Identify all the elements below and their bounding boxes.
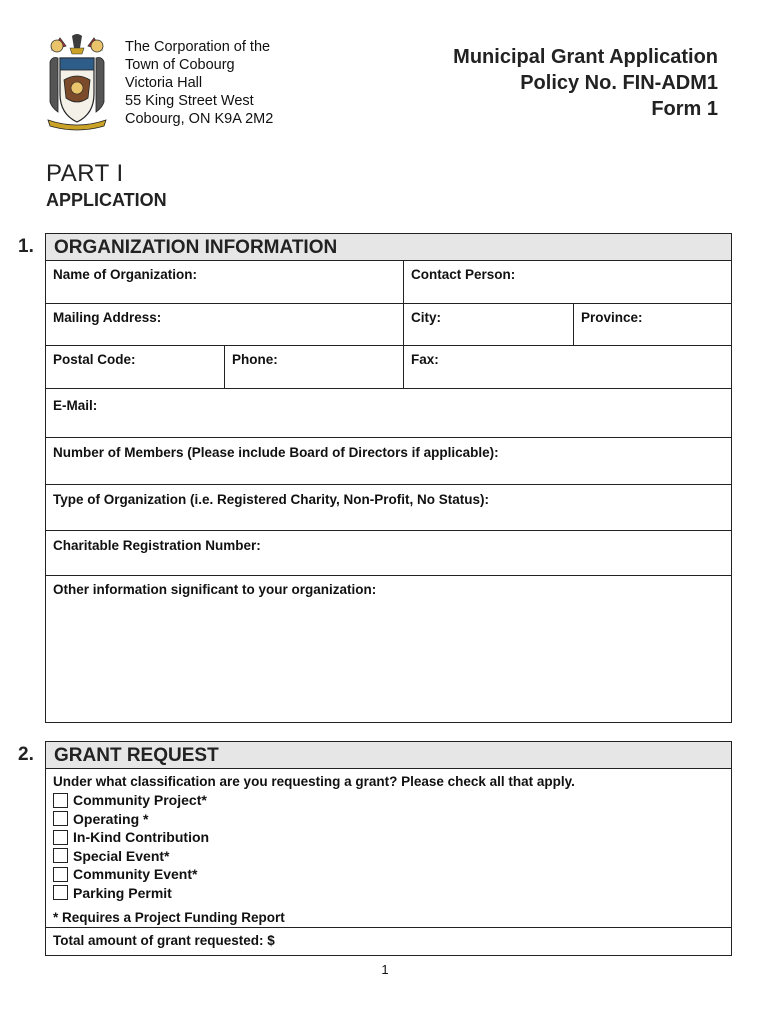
province-field[interactable]: Province: (573, 304, 731, 345)
section-1-title: ORGANIZATION INFORMATION (46, 234, 731, 261)
section-1-number: 1. (18, 236, 34, 257)
form-row (46, 928, 731, 957)
classification-block (46, 769, 731, 928)
checkbox-option[interactable] (46, 810, 731, 829)
section-2-number: 2. (18, 744, 34, 765)
fax-field[interactable]: Fax: (403, 346, 731, 388)
checkbox-option[interactable] (46, 847, 731, 866)
application-heading: APPLICATION (46, 190, 167, 210)
total-grant-amount-field[interactable]: Total amount of grant requested: $ (53, 933, 275, 948)
form-number: Form 1 (651, 98, 718, 120)
funding-report-footnote: * Requires a Project Funding Report (53, 910, 285, 925)
town-crest-logo (44, 32, 110, 132)
address-line: Town of Cobourg (125, 57, 235, 73)
checkbox-label: Parking Permit (73, 884, 172, 901)
organization-info-section (45, 233, 732, 723)
checkbox-label: Community Event* (73, 866, 198, 883)
form-row (46, 438, 731, 485)
form-row (46, 576, 731, 728)
checkbox-option[interactable] (46, 884, 731, 903)
checkbox[interactable] (53, 830, 68, 845)
charitable-registration-field[interactable]: Charitable Registration Number: (53, 538, 261, 553)
checkbox-option[interactable] (46, 828, 731, 847)
phone-field[interactable]: Phone: (224, 346, 403, 388)
part-heading: PART I (46, 160, 124, 187)
mailing-address-field[interactable]: Mailing Address: (53, 310, 162, 325)
form-row (46, 304, 731, 346)
checkbox-option[interactable] (46, 865, 731, 884)
checkbox-label: In-Kind Contribution (73, 829, 210, 846)
organization-address (125, 38, 273, 128)
contact-person-field[interactable]: Contact Person: (403, 261, 731, 303)
form-row (46, 485, 731, 531)
form-title: Municipal Grant Application (453, 46, 718, 68)
address-line: Victoria Hall (125, 75, 203, 91)
postal-code-field[interactable]: Postal Code: (53, 352, 136, 367)
checkbox[interactable] (53, 793, 68, 808)
city-field[interactable]: City: (403, 304, 573, 345)
form-title-block (453, 44, 718, 122)
checkbox-label: Operating * (73, 810, 149, 827)
checkbox[interactable] (53, 885, 68, 900)
address-line: 55 King Street West (125, 93, 254, 109)
form-row (46, 346, 731, 389)
checkbox[interactable] (53, 811, 68, 826)
classification-question: Under what classification are you requesting a grant? Please check all that apply. (53, 774, 575, 789)
checkbox-label: Community Project* (73, 792, 207, 809)
address-line: Cobourg, ON K9A 2M2 (125, 111, 274, 127)
grant-request-section (45, 741, 732, 956)
organization-name-field[interactable]: Name of Organization: (53, 267, 198, 282)
form-row (46, 261, 731, 304)
other-information-field[interactable]: Other information significant to your organization: (53, 582, 377, 597)
checkbox[interactable] (53, 867, 68, 882)
checkbox[interactable] (53, 848, 68, 863)
checkbox-label: Special Event* (73, 847, 170, 864)
number-of-members-field[interactable]: Number of Members (Please include Board of Directors if applicable): (53, 445, 499, 460)
policy-number: Policy No. FIN-ADM1 (520, 72, 718, 94)
section-2-title: GRANT REQUEST (46, 742, 731, 769)
form-row (46, 531, 731, 576)
form-row (46, 389, 731, 438)
page-number: 1 (381, 962, 389, 977)
address-line: The Corporation of the (125, 39, 271, 55)
checkbox-option[interactable] (46, 791, 731, 810)
organization-type-field[interactable]: Type of Organization (i.e. Registered Charity, Non-Profit, No Status): (53, 492, 490, 507)
email-field[interactable]: E-Mail: (53, 398, 98, 413)
